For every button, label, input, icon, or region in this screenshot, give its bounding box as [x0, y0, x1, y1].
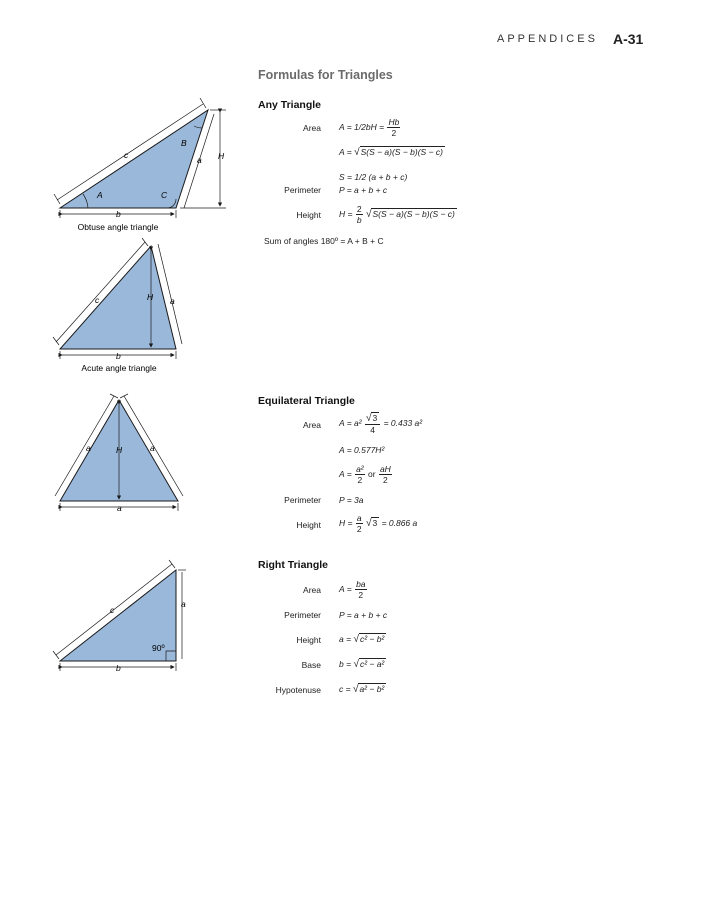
section-any-triangle: Any Triangle [258, 99, 322, 111]
obtuse-label-A: A [97, 190, 103, 200]
right-base-formula: b = √c² − a² [339, 659, 385, 670]
equilateral-triangle-figure [55, 394, 183, 513]
sum-of-angles: Sum of angles 180º = A + B + C [264, 236, 384, 246]
right-area-label: Area [303, 585, 321, 595]
triangle-figures [0, 0, 260, 720]
acute-caption: Acute angle triangle [81, 363, 157, 373]
equilateral-label-H: H [116, 445, 123, 455]
any-height-formula: H = $\frac{2}{b}$ √S(S − a)(S − b)(S − c) [339, 204, 455, 225]
any-area-formula-1: A = 1/2bH = $\frac{Hb}{2}$ [339, 117, 400, 138]
right-label-c: c [110, 605, 115, 615]
right-height-label: Height [296, 635, 321, 645]
semi-perimeter-formula: S = 1/2 (a + b + c) [339, 172, 408, 182]
obtuse-caption: Obtuse angle triangle [77, 222, 159, 232]
right-height-formula: a = √c² − b² [339, 634, 385, 645]
right-label-a: a [181, 599, 186, 609]
eq-area-formula-3: A = $\frac{\text{a²}}{2}$ or $\frac{aH}{2}$ [339, 464, 391, 485]
right-base-label: Base [301, 660, 321, 670]
equilateral-label-a-right: a [150, 443, 155, 453]
any-perimeter-formula: P = a + b + c [339, 185, 388, 195]
right-hypotenuse-formula: c = √a² − b² [339, 684, 385, 695]
obtuse-label-c: c [124, 150, 129, 160]
obtuse-label-H: H [218, 151, 225, 161]
right-hypotenuse-label: Hypotenuse [275, 685, 321, 695]
acute-label-c: c [95, 295, 100, 305]
section-right-triangle: Right Triangle [258, 559, 329, 571]
obtuse-label-b: b [116, 209, 121, 219]
right-perimeter-formula: P = a + b + c [339, 610, 388, 620]
acute-triangle-figure [53, 238, 182, 373]
right-triangle-figure [53, 560, 186, 673]
any-perimeter-label: Perimeter [284, 185, 321, 195]
obtuse-triangle-shape [60, 110, 208, 208]
acute-label-H: H [147, 292, 154, 302]
section-equilateral-triangle: Equilateral Triangle [258, 395, 355, 407]
any-height-label: Height [296, 210, 321, 220]
right-area-formula: A = $\frac{ba}{2}$ [339, 579, 366, 600]
equilateral-label-a-left: a [86, 443, 91, 453]
obtuse-label-a: a [197, 155, 202, 165]
running-header: APPENDICES [497, 33, 598, 45]
right-perimeter-label: Perimeter [284, 610, 321, 620]
page-title: Formulas for Triangles [258, 68, 393, 82]
eq-area-label: Area [303, 420, 321, 430]
right-label-b: b [116, 663, 121, 673]
any-area-label: Area [303, 123, 321, 133]
eq-area-formula-1: A = a² $\frac{√3}{4}$ = 0.433 a² [339, 413, 423, 435]
eq-area-formula-2: A = 0.577H² [339, 445, 385, 455]
obtuse-triangle-figure [54, 98, 226, 232]
obtuse-label-C: C [161, 190, 168, 200]
acute-label-a: a [170, 296, 175, 306]
acute-triangle-shape [60, 246, 176, 349]
any-area-formula-2: A = √S(S − a)(S − b)(S − c) [339, 147, 443, 158]
eq-height-formula: H = $\frac{a}{2}$ √3 = 0.866 a [339, 513, 418, 534]
page-number: A-31 [613, 31, 644, 47]
equilateral-label-a-base: a [117, 503, 122, 513]
eq-perimeter-formula: P = 3a [339, 495, 364, 505]
obtuse-label-B: B [181, 138, 187, 148]
acute-label-b: b [116, 351, 121, 361]
eq-perimeter-label: Perimeter [284, 495, 321, 505]
right-angle-label: 90º [152, 643, 165, 653]
eq-height-label: Height [296, 520, 321, 530]
